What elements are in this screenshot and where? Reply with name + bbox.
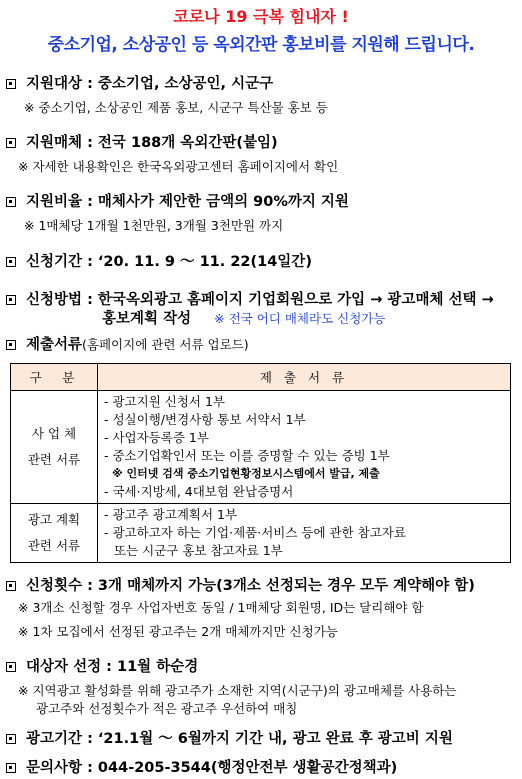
page-subtitle: 중소기업, 소상공인 등 옥외간판 홍보비를 지원해 드립니다. bbox=[47, 35, 475, 55]
document-note: ※ 인터넷 검색 중소기업현황정보시스템에서 발급, 제출 bbox=[112, 467, 380, 480]
section-count-note: ※ 3개소 신청할 경우 사업자번호 동일 / 1매체당 회원명, ID는 달리해야 함 bbox=[18, 600, 424, 615]
page-title: 코로나 19 극복 힘내자 ! bbox=[173, 7, 349, 26]
category-line: 관련 서류 bbox=[27, 452, 81, 467]
documents-table bbox=[10, 363, 511, 563]
document-item: - 중소기업확인서 또는 이를 증명할 수 있는 증빙 1부 bbox=[104, 448, 390, 463]
section-count bbox=[6, 574, 475, 595]
section-period-label: 신청기간 : ‘20. 11. 9 ～ 11. 22(14일간) bbox=[26, 254, 312, 270]
section-selection bbox=[6, 655, 198, 676]
table-cell-category bbox=[11, 504, 98, 563]
section-method-line2: 홍보계획 작성 bbox=[102, 311, 192, 327]
section-period bbox=[6, 250, 312, 271]
document-item: - 광고지원 신청서 1부 bbox=[104, 394, 225, 409]
section-count-note: ※ 1차 모집에서 선정된 광고주는 2개 매체까지만 신청가능 bbox=[18, 624, 338, 639]
section-ad-period bbox=[6, 727, 453, 748]
square-bullet-icon bbox=[6, 257, 16, 267]
section-ratio-label: 지원비율 : 매체사가 제안한 금액의 90%까지 지원 bbox=[26, 194, 349, 210]
section-target-note: ※ 중소기업, 소상공인 제품 홍보, 시군구 특산물 홍보 등 bbox=[24, 100, 328, 115]
category-line: 관련 서류 bbox=[27, 538, 81, 553]
square-bullet-icon bbox=[6, 79, 16, 89]
section-target bbox=[6, 72, 273, 93]
document-item: - 광고주 광고계획서 1부 bbox=[104, 507, 238, 522]
document-item: - 국세·지방세, 4대보험 완납증명서 bbox=[104, 484, 294, 499]
section-ratio bbox=[6, 190, 349, 211]
document-item: - 광고하고자 하는 기업·제품·서비스 등에 관한 참고자료 bbox=[104, 525, 406, 540]
table-row bbox=[11, 504, 511, 563]
section-method-note: ※ 전국 어디 매체라도 신청가능 bbox=[214, 311, 386, 326]
section-count-label: 신청횟수 : 3개 매체까지 가능(3개소 선정되는 경우 모두 계약해야 함) bbox=[26, 578, 475, 594]
table-header-documents: 제 출 서 류 bbox=[98, 364, 511, 391]
table-cell-documents bbox=[98, 391, 511, 504]
section-docs-label: 제출서류 bbox=[26, 337, 83, 353]
category-line: 사 업 체 bbox=[31, 426, 77, 441]
square-bullet-icon bbox=[6, 734, 16, 744]
square-bullet-icon bbox=[6, 197, 16, 207]
section-media-label: 지원매체 : 전국 188개 옥외간판(붙임) bbox=[26, 135, 278, 151]
document-item: - 성실이행/변경사항 통보 서약서 1부 bbox=[104, 412, 306, 427]
section-media bbox=[6, 131, 278, 152]
section-method-line2-row bbox=[102, 307, 385, 328]
document-item: - 사업자등록증 1부 bbox=[104, 430, 209, 445]
section-contact-label: 문의사항 : 044-205-3544(행정안전부 생활공간정책과) bbox=[26, 760, 398, 776]
document-item: 또는 시군구 홍보 참고자료 1부 bbox=[114, 543, 283, 558]
table-row bbox=[11, 391, 511, 504]
category-line: 광고 계획 bbox=[27, 512, 81, 527]
section-ratio-note: ※ 1매체당 1개월 1천만원, 3개월 3천만원 까지 bbox=[24, 218, 284, 233]
section-selection-note: 광고주와 선정횟수가 적은 광고주 우선하여 매칭 bbox=[36, 701, 298, 716]
section-method-line1: 신청방법 : 한국옥외광고 홈페이지 기업회원으로 가입 → 광고매체 선택 → bbox=[26, 292, 494, 308]
section-contact bbox=[6, 756, 397, 777]
section-target-label: 지원대상 : 중소기업, 소상공인, 시군구 bbox=[26, 76, 274, 92]
square-bullet-icon bbox=[6, 662, 16, 672]
square-bullet-icon bbox=[6, 295, 16, 305]
section-media-note: ※ 자세한 내용확인은 한국옥외광고센터 홈페이지에서 확인 bbox=[18, 159, 339, 174]
section-docs bbox=[6, 333, 249, 354]
square-bullet-icon bbox=[6, 581, 16, 591]
square-bullet-icon bbox=[6, 763, 16, 773]
section-selection-note: ※ 지역광고 활성화를 위해 광고주가 소재한 지역(시군구)의 광고매체를 사용하는 bbox=[18, 683, 457, 698]
section-method bbox=[6, 288, 494, 309]
table-cell-documents bbox=[98, 504, 511, 563]
section-ad-period-label: 광고기간 : ‘21.1월 ～ 6월까지 기간 내, 광고 완료 후 광고비 지원 bbox=[26, 731, 453, 747]
table-cell-category bbox=[11, 391, 98, 504]
square-bullet-icon bbox=[6, 138, 16, 148]
table-header-category: 구 분 bbox=[11, 364, 98, 391]
square-bullet-icon bbox=[6, 340, 16, 350]
table-header-row bbox=[11, 364, 511, 391]
section-selection-label: 대상자 선정 : 11월 하순경 bbox=[26, 659, 199, 675]
section-docs-suffix: (홈페이지에 관련 서류 업로드) bbox=[82, 337, 249, 352]
